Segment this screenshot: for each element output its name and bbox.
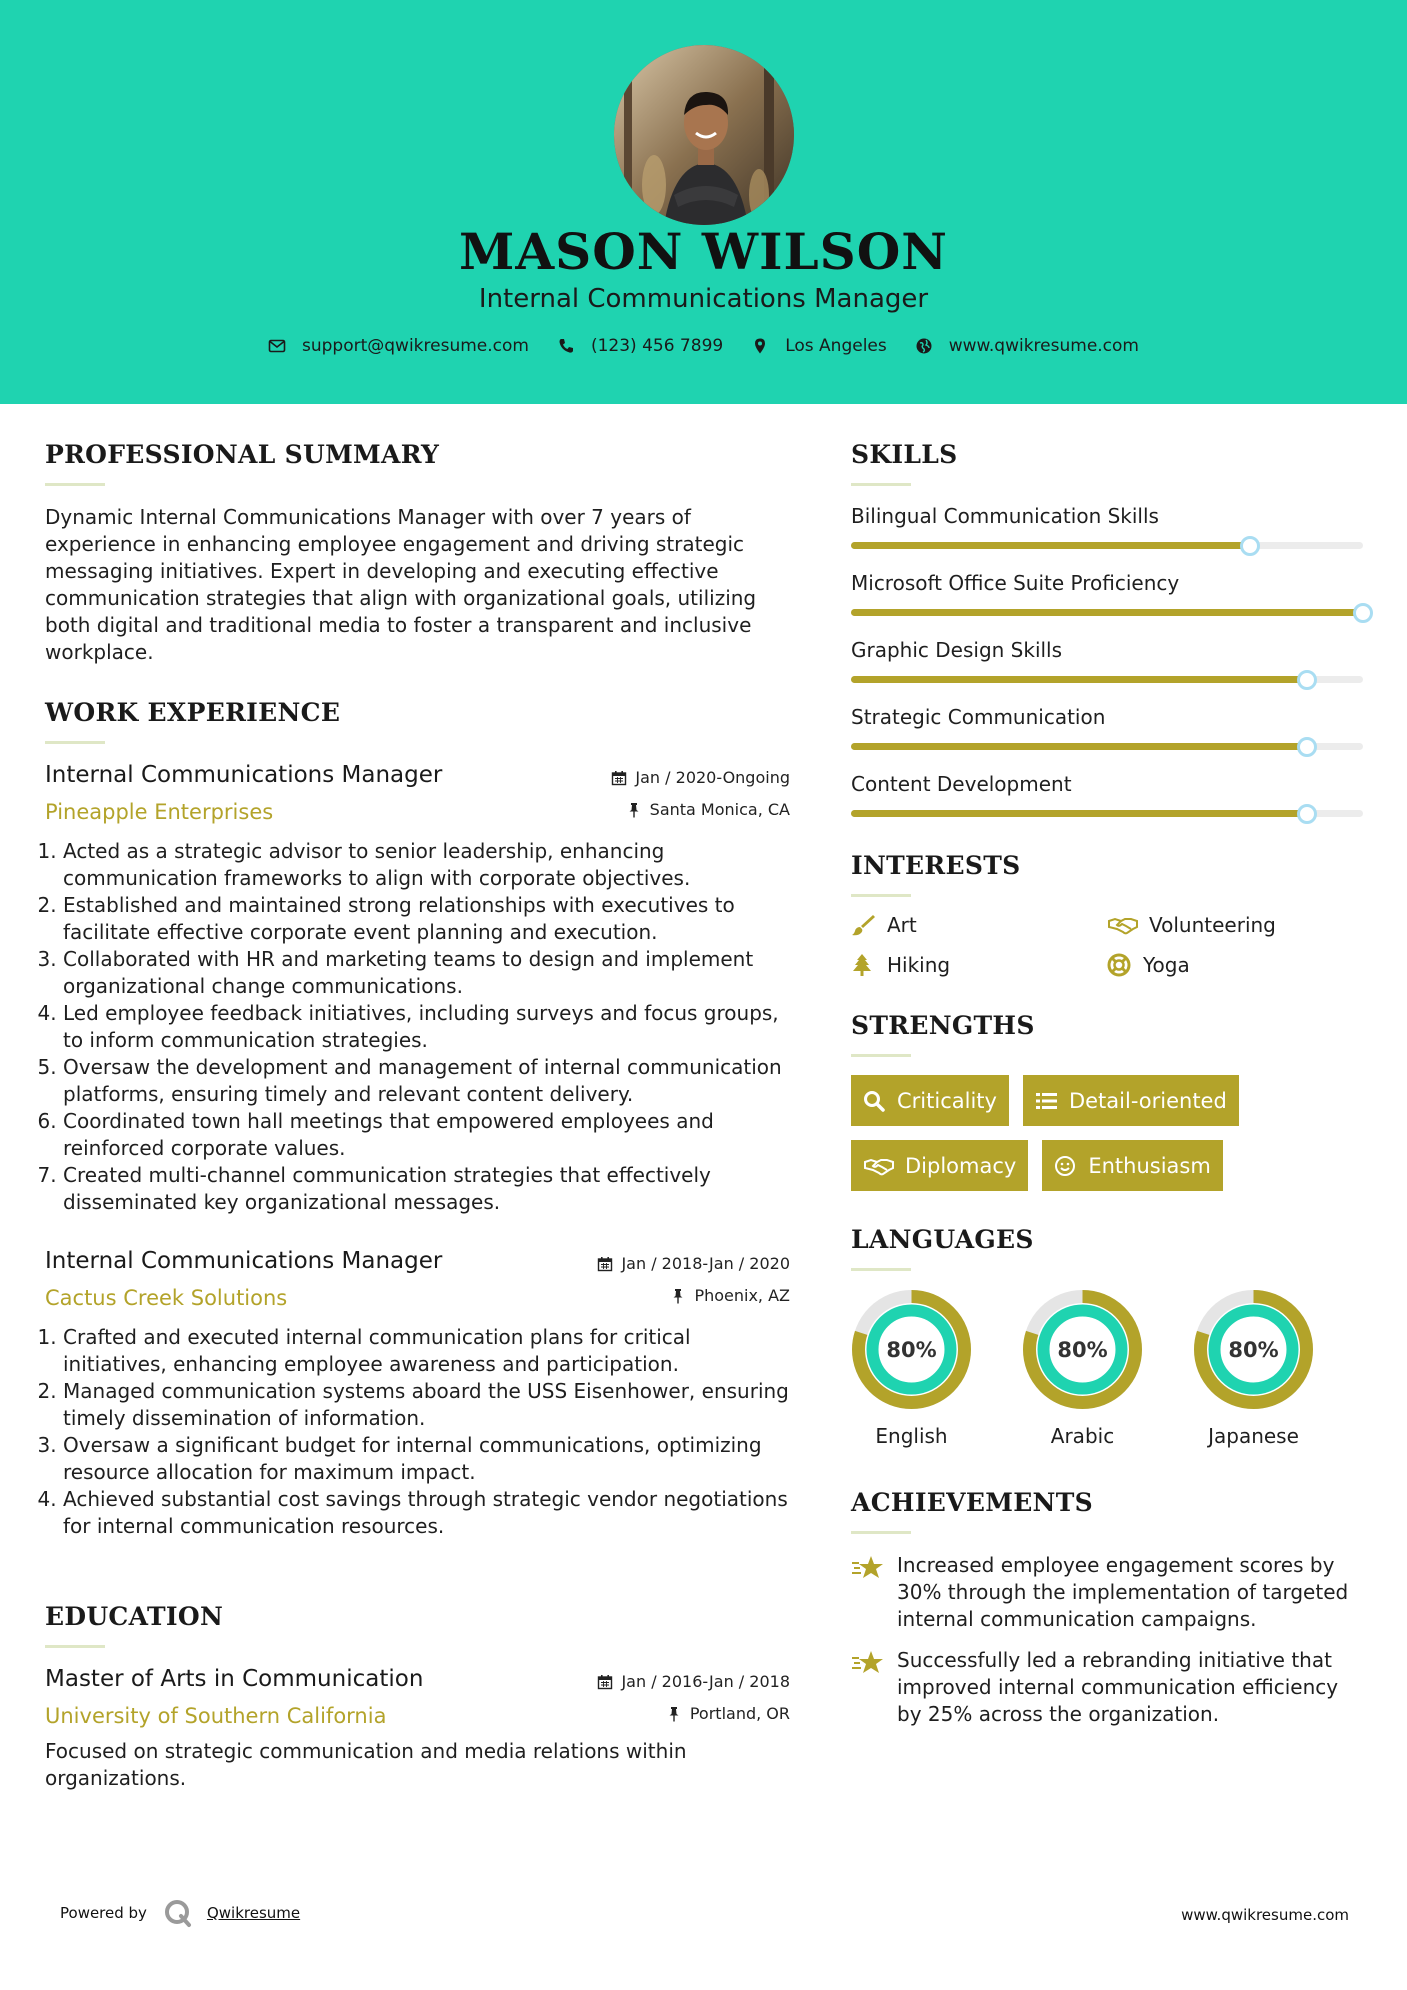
job-dates-text: Jan / 2018-Jan / 2020 [621,1254,790,1273]
list-item: 1. Crafted and executed internal communication plans for critical initiatives, enhancing employee awareness and participation. [63,1324,790,1378]
skills-heading: SKILLS [851,440,958,469]
education-location-text: Portland, OR [689,1704,790,1723]
job-location-text: Santa Monica, CA [649,800,790,819]
skill-knob [1297,737,1317,757]
strength-chip [851,1075,1009,1126]
globe-icon [915,337,933,355]
job-company: Pineapple Enterprises [45,800,274,824]
candidate-title: Internal Communications Manager [478,284,929,314]
job-dates [597,1254,790,1273]
interest-item [851,913,1107,937]
language-percent: 80% [1057,1337,1108,1362]
section-divider [851,1531,911,1534]
skill-item [851,571,1365,616]
skill-knob [1353,603,1373,623]
achievement-item [851,1552,1365,1633]
job-location [670,1286,790,1305]
skill-bar [851,810,1363,817]
qwikresume-logo-icon [163,1898,193,1928]
languages-list [851,1289,1365,1448]
duties-list [45,1324,790,1540]
paintbrush-icon [851,913,877,937]
interest-item [1107,953,1363,977]
section-divider [851,483,911,486]
section-divider [45,483,105,486]
skill-item [851,705,1365,750]
pin-icon [626,802,642,818]
skill-label: Content Development [851,772,1072,796]
map-pin-icon [751,337,769,355]
job-role: Internal Communications Manager [45,762,443,788]
job-location-text: Phoenix, AZ [694,1286,790,1305]
section-divider [45,741,105,744]
skill-fill [851,743,1307,750]
list-item: 1. Acted as a strategic advisor to senior leadership, enhancing communication frameworks to align with corporate objectives. [63,838,790,892]
languages-heading: LANGUAGES [851,1225,1034,1254]
right-column [851,440,1365,1742]
job-entry-2 [45,1248,790,1540]
duties-list [45,838,790,1216]
smile-icon [1054,1155,1078,1177]
envelope-icon [268,337,286,355]
skill-fill [851,542,1250,549]
interest-label: Volunteering [1149,913,1276,937]
skill-item [851,772,1365,817]
skill-item [851,504,1365,549]
interest-item [1107,913,1363,937]
handshake-icon [1107,913,1139,937]
section-divider [851,1268,911,1271]
pin-icon [670,1288,686,1304]
left-column [45,440,790,1792]
experience-heading: WORK EXPERIENCE [45,698,341,727]
section-divider [851,894,911,897]
interests-list [851,913,1365,977]
strengths-heading: STRENGTHS [851,1011,1035,1040]
footer-powered-by [60,1898,300,1928]
phone-text: (123) 456 7899 [590,336,724,356]
degree: Master of Arts in Communication [45,1666,424,1692]
skill-knob [1240,536,1260,556]
language-ring [1022,1289,1143,1410]
calendar-icon [597,1674,613,1690]
strength-label: Diplomacy [905,1153,1017,1178]
skill-knob [1297,670,1317,690]
achievement-text: Increased employee engagement scores by 30% through the implementation of targeted internal communication campaigns. [897,1553,1349,1631]
achievement-text: Successfully led a rebranding initiative that improved internal communication efficiency by 25% across the organization. [897,1648,1339,1726]
website-text: www.qwikresume.com [948,336,1139,356]
language-percent: 80% [886,1337,937,1362]
skill-label: Bilingual Communication Skills [851,504,1159,528]
strength-chip [1042,1140,1222,1191]
language-item [851,1289,1022,1448]
contact-email[interactable] [268,336,529,356]
job-role: Internal Communications Manager [45,1248,443,1274]
pin-icon [666,1706,682,1722]
list-item: 2. Managed communication systems aboard the USS Eisenhower, ensuring timely dissemination of information. [63,1378,790,1432]
achievements-list [851,1552,1365,1728]
summary-heading: PROFESSIONAL SUMMARY [45,440,440,469]
email-text: support@qwikresume.com [302,336,529,356]
lifering-icon [1107,953,1133,977]
job-location [626,800,790,819]
candidate-name: MASON WILSON [459,222,948,281]
calendar-icon [597,1256,613,1272]
skill-bar [851,676,1363,683]
strength-label: Enthusiasm [1088,1153,1211,1178]
language-name: Japanese [1208,1424,1299,1448]
job-company: Cactus Creek Solutions [45,1286,288,1310]
skill-bar [851,609,1363,616]
language-ring [1193,1289,1314,1410]
star-icon [851,1649,885,1677]
search-icon [863,1090,887,1112]
language-item [1022,1289,1193,1448]
contact-website[interactable] [915,336,1139,356]
strength-label: Criticality [897,1088,997,1113]
interest-label: Art [887,913,917,937]
interest-label: Hiking [887,953,951,977]
skill-bar [851,542,1363,549]
interest-item [851,953,1107,977]
tree-icon [851,953,877,977]
skill-fill [851,676,1307,683]
skill-fill [851,609,1363,616]
list-item: 2. Established and maintained strong relationships with executives to facilitate effective corporate event planning and execution. [63,892,790,946]
skill-label: Graphic Design Skills [851,638,1063,662]
location-text: Los Angeles [785,336,887,356]
skill-knob [1297,804,1317,824]
job-dates [611,768,790,787]
list-item: 7. Created multi-channel communication strategies that effectively disseminated key organizational messages. [63,1162,790,1216]
skill-label: Microsoft Office Suite Proficiency [851,571,1180,595]
phone-icon [557,337,575,355]
language-name: Arabic [1050,1424,1115,1448]
brand-link[interactable]: Qwikresume [206,1904,301,1922]
header-banner [0,0,1407,404]
footer-website[interactable]: www.qwikresume.com [1181,1906,1349,1924]
calendar-icon [611,770,627,786]
education-location [666,1704,790,1723]
interests-heading: INTERESTS [851,851,1021,880]
summary-text: Dynamic Internal Communications Manager with over 7 years of experience in enhancing employee engagement and driving strategic messaging initiatives. Expert in developing and executing effective communication strategies that align with organizational goals, utilizing both digital and traditional media to foster a transparent and inclusive workplace. [45,505,757,664]
language-percent: 80% [1228,1337,1279,1362]
language-ring [851,1289,972,1410]
skill-fill [851,810,1307,817]
strength-chip [851,1140,1028,1191]
job-entry-1 [45,762,790,1216]
language-name: English [875,1424,948,1448]
skill-item [851,638,1365,683]
section-divider [45,1645,105,1648]
section-divider [851,1054,911,1057]
education-entry [45,1666,790,1792]
powered-by-text: Powered by [60,1904,147,1922]
list-item: 3. Collaborated with HR and marketing teams to design and implement organizational change communications. [63,946,790,1000]
school: University of Southern California [45,1704,387,1728]
star-icon [851,1554,885,1582]
education-dates-text: Jan / 2016-Jan / 2018 [621,1672,790,1691]
strengths-list [851,1075,1365,1191]
list-icon [1035,1090,1059,1112]
interest-label: Yoga [1143,953,1190,977]
strength-label: Detail-oriented [1068,1088,1227,1113]
achievement-item [851,1647,1365,1728]
list-item: 6. Coordinated town hall meetings that empowered employees and reinforced corporate values. [63,1108,790,1162]
job-dates-text: Jan / 2020-Ongoing [635,768,790,787]
education-heading: EDUCATION [45,1602,224,1631]
contact-location [751,336,887,356]
handshake-icon [863,1155,895,1177]
list-item: 4. Led employee feedback initiatives, including surveys and focus groups, to inform communication strategies. [63,1000,790,1054]
contact-phone[interactable] [557,336,723,356]
education-dates [597,1672,790,1691]
education-description: Focused on strategic communication and media relations within organizations. [45,1739,687,1790]
list-item: 5. Oversaw the development and management of internal communication platforms, ensuring timely and relevant content delivery. [63,1054,790,1108]
language-item [1193,1289,1364,1448]
strength-chip [1023,1075,1239,1126]
list-item: 3. Oversaw a significant budget for internal communications, optimizing resource allocation for maximum impact. [63,1432,790,1486]
list-item: 4. Achieved substantial cost savings through strategic vendor negotiations for internal communication resources. [63,1486,790,1540]
contact-bar [0,336,1407,356]
skills-list [851,504,1365,817]
skill-bar [851,743,1363,750]
achievements-heading: ACHIEVEMENTS [851,1488,1093,1517]
skill-label: Strategic Communication [851,705,1106,729]
profile-photo [614,45,794,225]
